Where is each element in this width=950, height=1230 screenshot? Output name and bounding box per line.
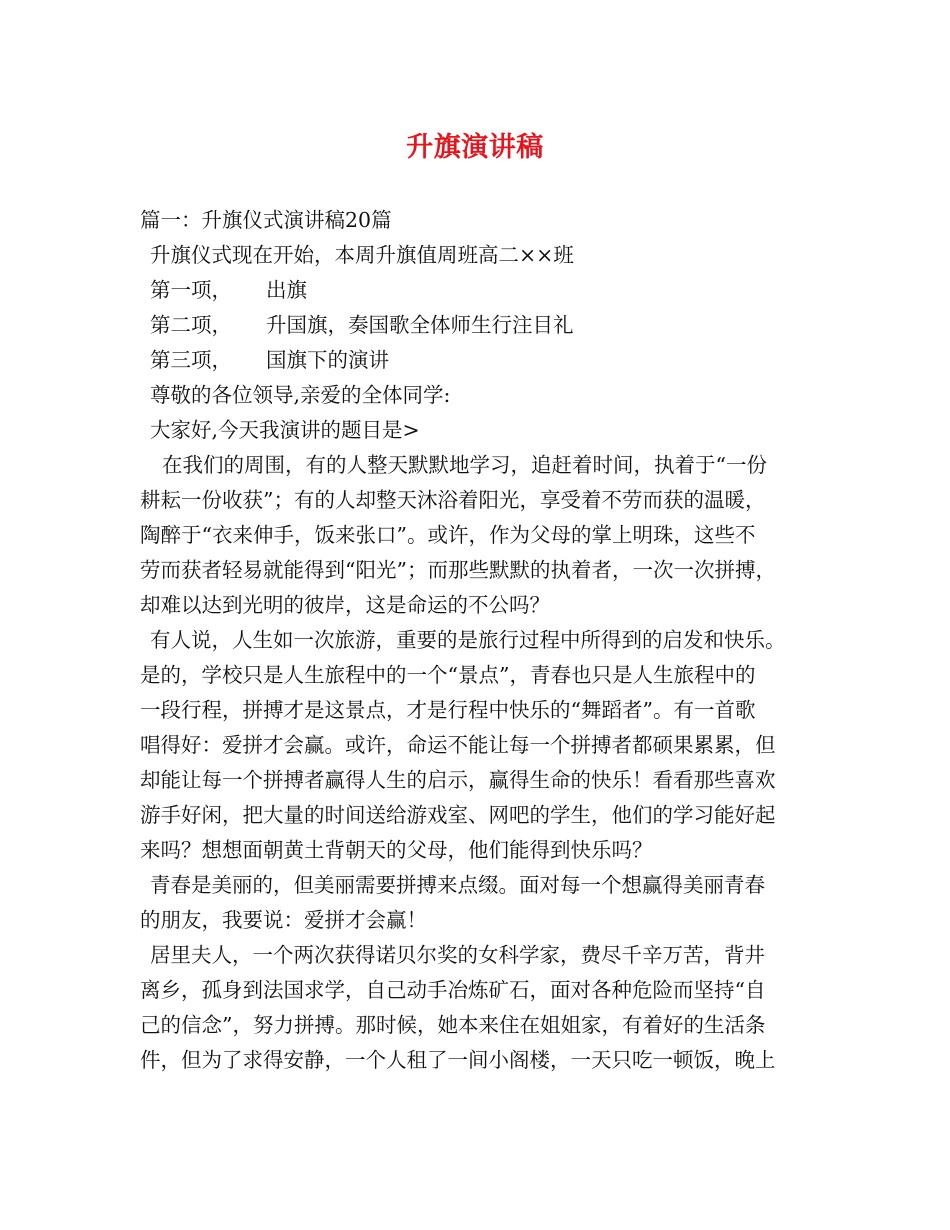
program-item-1: [140, 273, 830, 308]
document-title: 升旗演讲稿: [406, 132, 544, 163]
text-line: 居里夫人，一个两次获得诺贝尔奖的女科学家，费尽千辛万苦，背井: [150, 943, 765, 967]
program-item-label: 第三项，: [150, 348, 232, 372]
document-body: [140, 203, 830, 1078]
text-line: 却难以达到光明的彼岸，这是命运的不公吗？: [140, 593, 550, 617]
text-line: 己的信念”，努力拼搏。那时候，她本来住在姐姐家，有着好的生活条: [140, 1013, 766, 1037]
text-line: 件，但为了求得安静，一个人租了一间小阁楼，一天只吃一顿饭，晚上: [140, 1048, 776, 1072]
program-item-label: 第二项，: [150, 313, 232, 337]
text-line: 游手好闲，把大量的时间送给游戏室、网吧的学生，他们的学习能好起: [140, 803, 776, 827]
text-line: 的朋友，我要说：爱拼才会赢！: [140, 908, 427, 932]
text-line: 有人说，人生如一次旅游，重要的是旅行过程中所得到的启发和快乐。: [150, 628, 786, 652]
text-line: 大家好,今天我演讲的题目是>: [150, 418, 420, 442]
text-line: 在我们的周围，有的人整天默默地学习，追赶着时间，执着于“一份: [162, 453, 767, 477]
section-heading: 篇一：升旗仪式演讲稿20篇: [140, 208, 392, 232]
text-line: 离乡，孤身到法国求学，自己动手冶炼矿石，面对各种危险而坚持“自: [140, 978, 766, 1002]
text-line: 陶醉于“衣来伸手，饭来张口”。或许，作为父母的掌上明珠，这些不: [140, 523, 756, 547]
text-line: 是的，学校只是人生旅程中的一个“景点”，青春也只是人生旅程中的: [140, 663, 756, 687]
text-line: 升旗仪式现在开始，本周升旗值周班高二××班: [150, 243, 574, 267]
text-line: 耕耘一份收获”；有的人却整天沐浴着阳光，享受着不劳而获的温暖，: [140, 488, 766, 512]
text-line: 青春是美丽的，但美丽需要拼搏来点缀。面对每一个想赢得美丽青春: [150, 873, 765, 897]
program-item-3: [140, 343, 830, 378]
text-line: 来吗？想想面朝黄土背朝天的父母，他们能得到快乐吗？: [140, 838, 653, 862]
text-line: 却能让每一个拼搏者赢得人生的启示，赢得生命的快乐！看看那些喜欢: [140, 768, 776, 792]
text-line: 尊敬的各位领导,亲爱的全体同学:: [150, 383, 451, 407]
text-line: 劳而获者轻易就能得到“阳光”；而那些默默的执着者，一次一次拼搏，: [140, 558, 776, 582]
program-item-content: 国旗下的演讲: [266, 348, 389, 372]
program-item-2: [140, 308, 830, 343]
program-item-content: 出旗: [266, 278, 307, 302]
text-line: 唱得好：爱拼才会赢。或许，命运不能让每一个拼搏者都硕果累累，但: [140, 733, 776, 757]
program-item-label: 第一项，: [150, 278, 232, 302]
text-line: 一段行程，拼搏才是这景点，才是行程中快乐的“舞蹈者”。有一首歌: [140, 698, 756, 722]
program-item-content: 升国旗，奏国歌全体师生行注目礼: [266, 313, 574, 337]
